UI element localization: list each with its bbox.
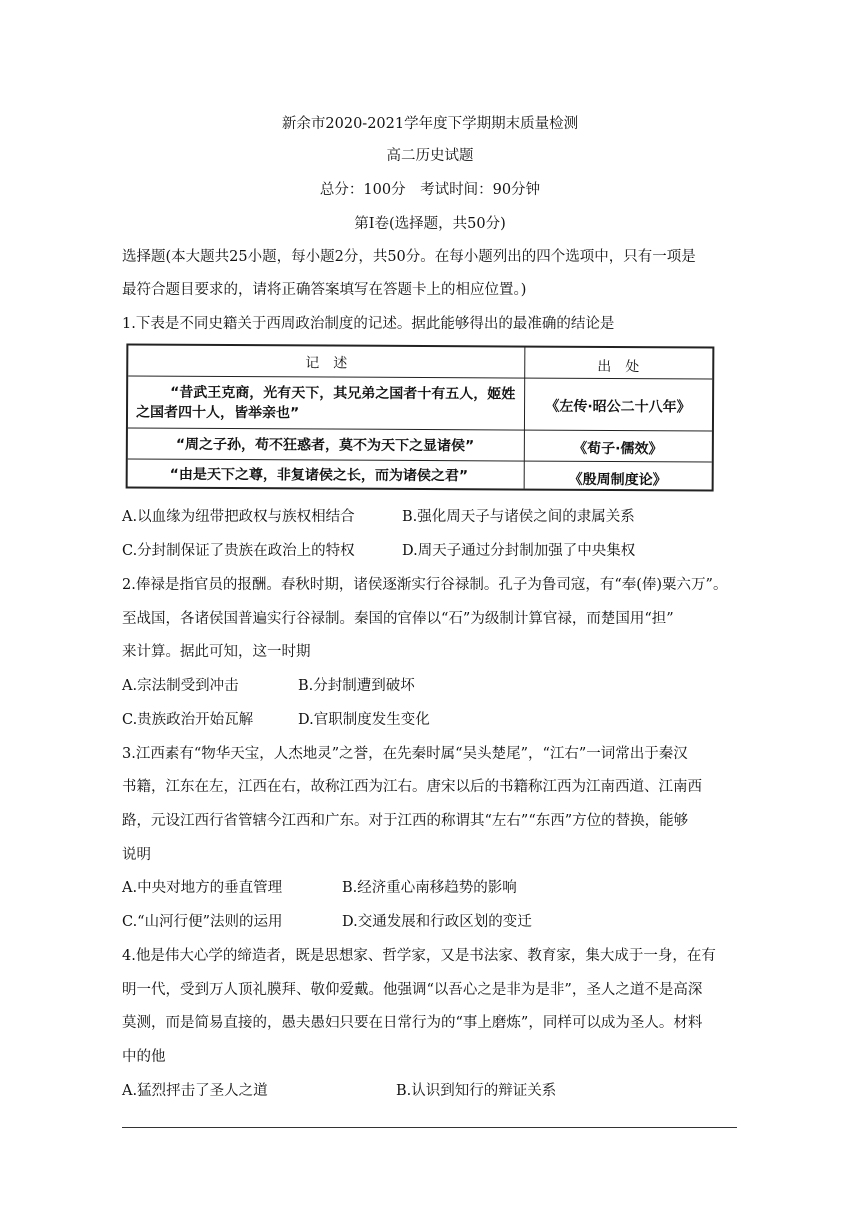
q2-option-d: D.官职制度发生变化 <box>298 712 430 728</box>
instructions-line-1: 选择题(本大题共25小题，每小题2分，共50分。在每小题列出的四个选项中，只有一项是 <box>122 249 696 265</box>
table-header-record: 记 述 <box>305 355 348 372</box>
q2-option-a: A.宗法制受到冲击 <box>122 678 239 694</box>
exam-title: 新余市2020-2021学年度下学期期末质量检测 <box>281 116 579 132</box>
q1-table <box>126 343 715 491</box>
table-row-1-text-line-1: “昔武王克商，光有天下，其兄弟之国者十有五人，姬姓 <box>170 384 516 403</box>
q3-option-c: C.“山河行便”法则的运用 <box>122 914 283 930</box>
q4-option-b: B.认识到知行的辩证关系 <box>396 1083 557 1099</box>
exam-meta: 总分：100分 考试时间：90分钟 <box>319 182 541 198</box>
q1-option-d: D.周天子通过分封制加强了中央集权 <box>402 543 636 559</box>
exam-subtitle: 高二历史试题 <box>386 148 474 164</box>
q4-stem-line-4: 中的他 <box>122 1049 166 1065</box>
q3-option-d: D.交通发展和行政区划的变迁 <box>342 914 532 930</box>
q2-stem-line-3: 来计算。据此可知，这一时期 <box>122 644 311 660</box>
q1-stem: 1.下表是不同史籍关于西周政治制度的记述。据此能够得出的最准确的结论是 <box>122 316 615 332</box>
table-header-source: 出 处 <box>597 358 640 376</box>
q4-stem-line-1: 4.他是伟大心学的缔造者，既是思想家、哲学家，又是书法家、教育家，集大成于一身，在有 <box>122 948 716 964</box>
q3-option-b: B.经济重心南移趋势的影响 <box>342 880 517 896</box>
q1-option-b: B.强化周天子与诸侯之间的隶属关系 <box>402 509 635 525</box>
table-row-1-text-line-2: 之国者四十人，皆举亲也” <box>135 404 300 422</box>
q3-stem-line-2: 书籍，江东在左，江西在右，故称江西为江右。唐宋以后的书籍称江西为江南西道、江南西 <box>122 779 702 795</box>
table-row-3-source: 《殷周制度论》 <box>568 471 667 489</box>
q1-option-a: A.以血缘为纽带把政权与族权相结合 <box>122 509 355 525</box>
table-row-1-source: 《左传·昭公二十八年》 <box>545 398 691 416</box>
q4-stem-line-2: 明一代，受到万人顶礼膜拜、敬仰爱戴。他强调“以吾心之是非为是非”，圣人之道不是高深 <box>122 982 703 998</box>
table-row-divider <box>128 375 712 379</box>
q3-option-a: A.中央对地方的垂直管理 <box>122 880 283 896</box>
table-row-3-text: “由是天下之尊，非复诸侯之长，而为诸侯之君” <box>169 466 469 485</box>
q3-stem-line-4: 说明 <box>122 847 151 863</box>
table-row-2-source: 《荀子·儒效》 <box>573 440 663 458</box>
q4-option-a: A.猛烈抨击了圣人之道 <box>122 1083 268 1099</box>
footer-rule <box>122 1127 737 1128</box>
q4-stem-line-3: 莫测，而是简易直接的，愚夫愚妇只要在日常行为的“事上磨炼”，同样可以成为圣人。材料 <box>122 1015 703 1031</box>
q2-stem-line-1: 2.俸禄是指官员的报酬。春秋时期，诸侯逐渐实行谷禄制。孔子为鲁司寇，有“奉(俸)粟六万”。 <box>122 577 728 593</box>
table-row-divider <box>128 427 712 431</box>
q2-option-b: B.分封制遭到破坏 <box>298 678 415 694</box>
section-heading: 第I卷(选择题，共50分) <box>354 216 506 232</box>
q2-option-c: C.贵族政治开始瓦解 <box>122 712 254 728</box>
q3-stem-line-1: 3.江西素有“物华天宝，人杰地灵”之誉，在先秦时属“吴头楚尾”，“江右”一词常出于秦汉 <box>122 746 688 762</box>
q2-stem-line-2: 至战国，各诸侯国普遍实行谷禄制。秦国的官俸以“石”为级制计算官禄，而楚国用“担” <box>122 611 674 627</box>
instructions-line-2: 最符合题目要求的，请将正确答案填写在答题卡上的相应位置。) <box>122 282 527 298</box>
table-row-2-text: “周之子孙，苟不狂惑者，莫不为天下之显诸侯” <box>175 436 475 455</box>
q3-stem-line-3: 路，元设江西行省管辖今江西和广东。对于江西的称谓其“左右”“东西”方位的替换，能够 <box>122 813 689 829</box>
table-row-divider <box>128 458 712 462</box>
q1-option-c: C.分封制保证了贵族在政治上的特权 <box>122 543 355 559</box>
